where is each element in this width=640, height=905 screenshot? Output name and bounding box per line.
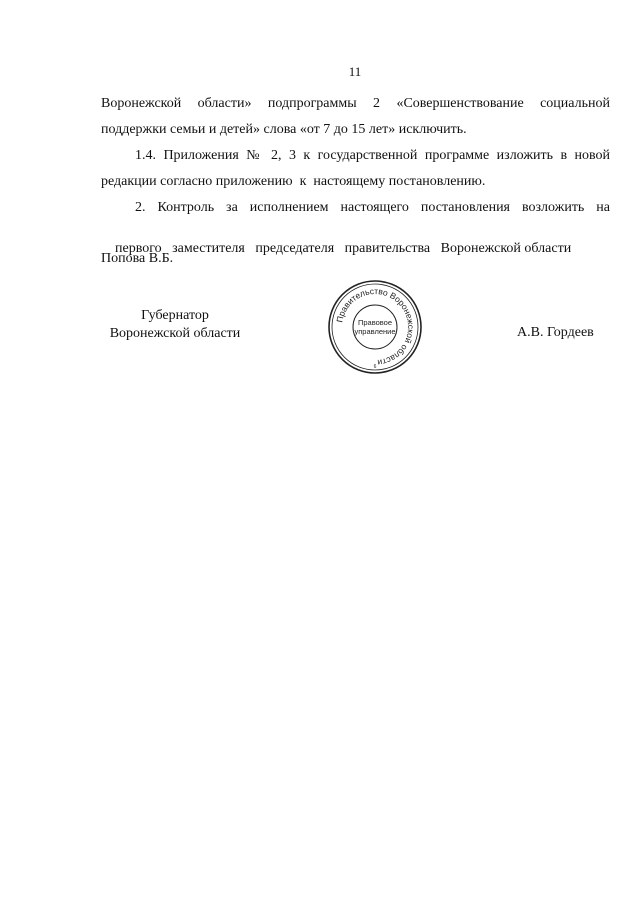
seal-graphic: [326, 278, 424, 376]
seal-center-line-2: управление: [354, 327, 396, 336]
paragraph-2-line-1: 1.4. Приложения № 2, 3 к государственной программе изложить в новой: [135, 148, 610, 163]
signatory-position: [100, 307, 250, 343]
seal-center-line-1: Правовое: [357, 318, 393, 327]
page-number: 11: [348, 64, 362, 79]
paragraph-3-line-2: [101, 225, 610, 273]
signatory-name: А.В. Гордеев: [517, 325, 594, 340]
paragraph-2-line-2: редакции согласно приложению к настоящему постановлению.: [101, 174, 486, 189]
signatory-position-line-1: Губернатор: [141, 308, 209, 323]
paragraph-1-line-2: поддержки семьи и детей» слова «от 7 до 15 лет» исключить.: [101, 122, 467, 137]
paragraph-3-line-3: Попова В.Б.: [101, 251, 174, 266]
paragraph-1-line-1: Воронежской области» подпрограммы 2 «Совершенствование социальной: [101, 96, 610, 111]
official-seal: [326, 278, 424, 376]
seal-ring-text: Правительство Воронежской области: [334, 285, 417, 368]
paragraph-3-line-1: 2. Контроль за исполнением настоящего постановления возложить на: [135, 200, 610, 215]
signatory-position-line-2: Воронежской области: [109, 326, 241, 341]
paragraph-3-line-2-text: первого заместителя председателя правительства Воронежской области: [115, 241, 572, 256]
seal-mark: 6: [373, 364, 377, 370]
